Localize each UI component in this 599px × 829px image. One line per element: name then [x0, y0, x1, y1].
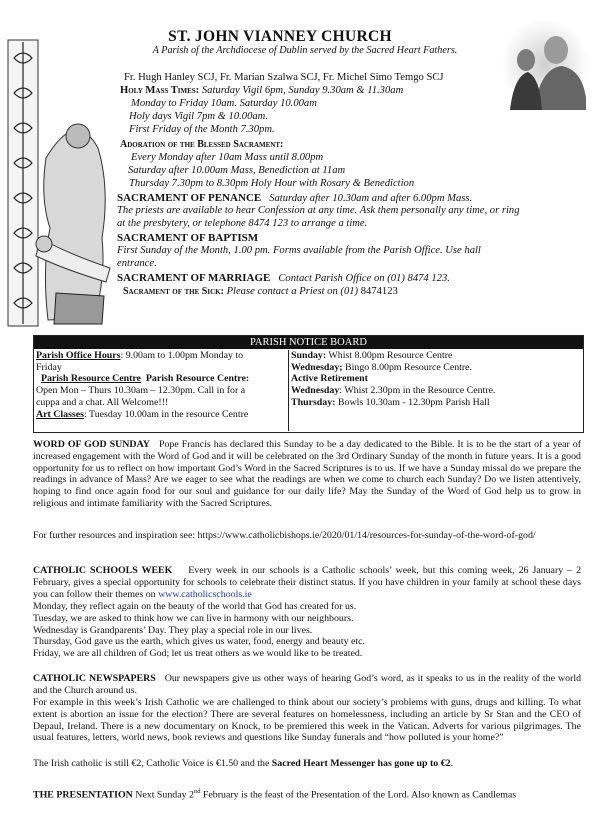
penance-label: SACRAMENT OF PENANCE [117, 192, 262, 204]
adoration-thursday: Thursday 7.30pm to 8.30pm Holy Hour with Rosary & Benediction [129, 178, 415, 189]
active-retirement-heading: Active Retirement [291, 373, 368, 385]
mass-times-weekend: Saturday Vigil 6pm, Sunday 9.30am & 11.30am [201, 85, 404, 96]
word-of-god-resources: For further resources and inspiration see: https://www.catholicbishops.ie/2020/01/14/resources-for-sunday-of-the-word-of-god/ [33, 530, 536, 541]
marriage-label: SACRAMENT OF MARRIAGE [117, 272, 271, 284]
penance-detail-2: at the presbytery, or telephone 8474 123 to arrange a time. [117, 218, 368, 229]
mass-times-label: Holy Mass Times: [120, 85, 200, 96]
schools-week-section: CATHOLIC SCHOOLS WEEK Every week in our schools is a Catholic schools’ week, but this coming week, 26 January – 2 February, gives a special opportunity for schools to celebrate their distinct status. If you have children in your family at school these days you can follow their themes on www.catholicschools.ie [33, 565, 582, 600]
word-of-god-section: WORD OF GOD SUNDAY Pope Francis has declared this Sunday to be a day dedicated to the Bible. It is to be the start of a year of increased engagement with the Word of God and it will be celebrated on the 3rd Ordinary Sunday of the month in future years. It is a good opportunity for us to reflect on how important God’s Word in the Sacred Scriptures is to us. If we have a Sunday missal do we prepare the readings in advance of Mass? Are we eager to see what the readings are when we come to church each Sunday? Do we listen attentively, hoping to find once again food for our soul and guidance for our daily life? May the Sunday of the Word of God help us to grow in religious and intimate familiarity with the Sacred Scriptures. [33, 439, 582, 509]
newspapers-detail: For example in this week’s Irish Catholic we are challenged to think about our society’s problems with guns, drugs and killing. To what extent is abortion an issue for the election? There are several features on homelessness, including an article by Sr Stan and the CEO of Depaul, Ireland. There is a new documentary on Knock, to be premiered this week in the Vatican. Adverts for various pilgrimages. The usual features, letters, world news, book reviews and questions like Sunday funerals and “how polluted is your home?” [33, 697, 581, 744]
mass-weekday: Monday to Friday 10am. Saturday 10.00am [131, 98, 317, 109]
schools-day-monday: Monday, they reflect again on the beauty of the world that God has created for us. [33, 601, 357, 612]
newspapers-heading: CATHOLIC NEWSPAPERS [33, 673, 156, 684]
schools-week-heading: CATHOLIC SCHOOLS WEEK [33, 565, 173, 576]
mass-first-friday: First Friday of the Month 7.30pm. [129, 124, 275, 135]
church-subtitle: A Parish of the Archdiocese of Dublin served by the Sacred Heart Fathers. [152, 45, 458, 56]
pieta-artwork [6, 38, 116, 330]
art-classes-label: Art Classes [36, 408, 84, 420]
penance-detail-1: The priests are available to hear Confession at any time. Ask them personally any time, or ring [117, 205, 520, 216]
newspapers-prices: The Irish catholic is still €2, Catholic Voice is €1.50 and the Sacred Heart Messenger has gone up to €2. [33, 758, 454, 769]
parish-notice-board [33, 335, 584, 433]
notice-board-heading: PARISH NOTICE BOARD [34, 336, 583, 349]
marriage-line: SACRAMENT OF MARRIAGE Contact Parish Office on (01) 8474 123. [117, 272, 450, 284]
presentation-heading: THE PRESENTATION [33, 789, 133, 801]
adoration-saturday: Saturday after 10.00am Mass, Benediction at 11am [128, 165, 346, 176]
newspapers-section: CATHOLIC NEWSPAPERS Our newspapers give us other ways of hearing God’s word, as it speaks to us in the reality of the world and the Church around us. [33, 673, 582, 696]
penance-line: SACRAMENT OF PENANCE Saturday after 10.30am and after 6.00pm Mass. [117, 192, 473, 204]
church-title: ST. JOHN VIANNEY CHURCH [168, 28, 392, 45]
office-hours-label: Parish Office Hours [36, 350, 121, 361]
presentation-section: THE PRESENTATION Next Sunday 2nd February is the feast of the Presentation of the Lord. Also known as Candlemas [33, 788, 517, 801]
adoration-label: Adoration of the Blessed Sacrament: [120, 139, 284, 150]
schools-day-tuesday: Tuesday, we are asked to think how we can live in harmony with our neighbours. [33, 612, 354, 624]
sick-line: Sacrament of the Sick: Please contact a Priest on (01) 8474123 [123, 286, 398, 297]
sick-label: Sacrament of the Sick: [123, 286, 224, 297]
baptism-label: SACRAMENT OF BAPTISM [117, 232, 259, 244]
resource-centre-label: Parish Resource Centre [40, 373, 141, 385]
schools-week-days [33, 601, 581, 660]
schools-day-thursday: Thursday, God gave us the earth, which gives us water, food, energy and beauty etc. [33, 636, 365, 648]
mass-holydays: Holy days Vigil 7pm & 10.00am. [129, 111, 268, 122]
schools-day-wednesday: Wednesday is Grandparents’ Day. They play a special role in our lives. [33, 624, 313, 636]
schools-day-friday: Friday, we are all children of God; let us treat others as we would like to be treated. [33, 648, 363, 660]
notice-board-right-column: Sunday: Whist 8.00pm Resource Centre Wednesday; Bingo 8.00pm Resource Centre. Active Retirement Wednesday: Whist 2.30pm in the Resource Centre. Thursday: Bowls 10.30am - 12.30pm Parish Hall [291, 350, 581, 409]
catholic-schools-link[interactable]: www.catholicschools.ie [158, 588, 252, 600]
baptism-detail-1: First Sunday of the Month, 1.00 pm. Forms available from the Parish Office. Use hall [117, 245, 481, 256]
notice-board-left-column: Parish Office Hours: 9.00am to 1.00pm Monday to Friday Parish Resource Centre Parish Resource Centre: Open Mon – Thurs 10.30am – 12.30pm. Call in for a cuppa and a chat. All Welcome!!! Art Classes: Tuesday 10.00am in the resource Centre [34, 350, 289, 431]
priests-line: Fr. Hugh Hanley SCJ, Fr. Marian Szalwa SCJ, Fr. Michel Simo Temgo SCJ [124, 72, 444, 83]
mass-times-line [120, 85, 403, 98]
baptism-detail-2: entrance. [117, 258, 157, 269]
word-of-god-heading: WORD OF GOD SUNDAY [33, 439, 150, 450]
adoration-monday: Every Monday after 10am Mass until 8.00pm [131, 152, 324, 163]
